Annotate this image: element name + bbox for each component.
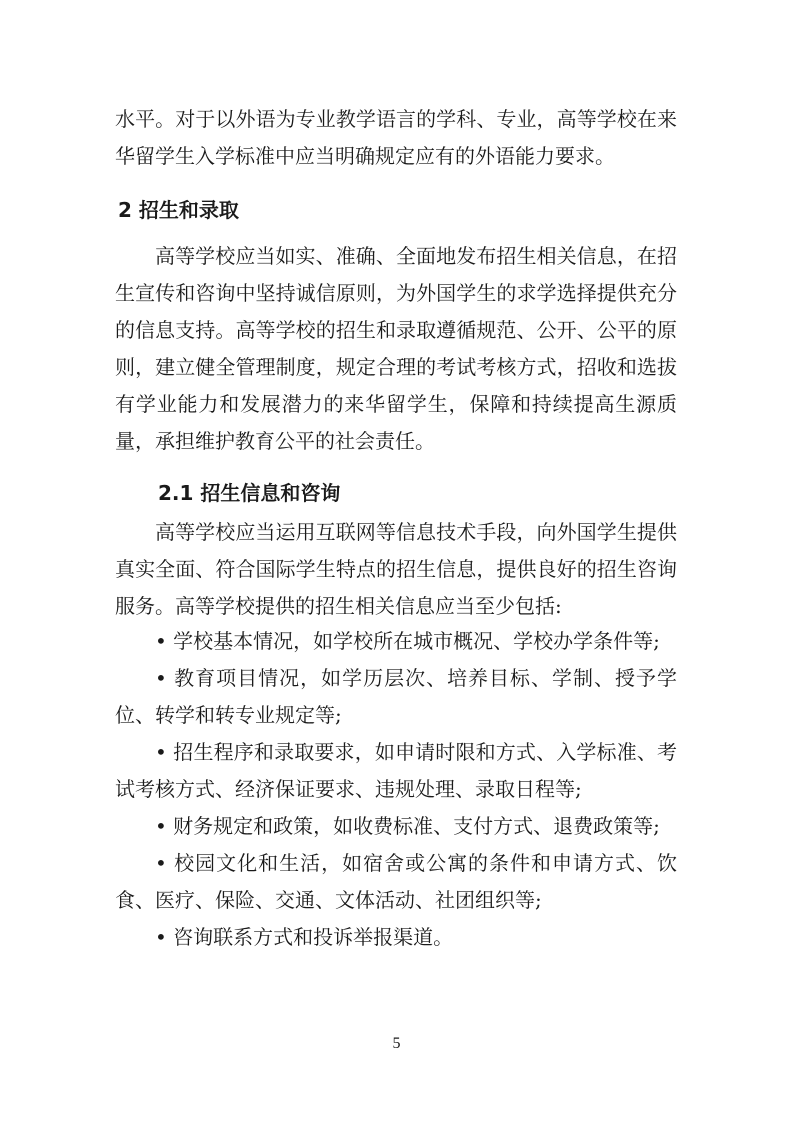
intro-paragraph: 水平。对于以外语为专业教学语言的学科、专业，高等学校在来华留学生入学标准中应当明确规定应有的外语能力要求。 [115, 107, 677, 168]
section-number: 2 [118, 198, 132, 222]
subsection-paragraph: 高等学校应当运用互联网等信息技术手段，向外国学生提供真实全面、符合国际学生特点的招生信息，提供良好的招生咨询服务。高等学校提供的招生相关信息应当至少包括: [115, 520, 677, 618]
list-item: • 教育项目情况，如学历层次、培养目标、学制、授予学位、转学和转专业规定等; [115, 666, 677, 727]
list-item: • 咨询联系方式和投诉举报渠道。 [155, 925, 454, 949]
subsection-title: 招生信息和咨询 [200, 481, 341, 505]
list-item: • 学校基本情况，如学校所在城市概况、学校办学条件等; [155, 629, 660, 653]
section-paragraph: 高等学校应当如实、准确、全面地发布招生相关信息，在招生宣传和咨询中坚持诚信原则，为外国学生的求学选择提供充分的信息支持。高等学校的招生和录取遵循规范、公开、公平的原则，建立健全管理制度，规定合理的考试考核方式，招收和选拔有学业能力和发展潜力的来华留学生，保障和持续提高生源质量，承担维护教育公平的社会责任。 [115, 244, 677, 453]
section-heading [118, 195, 239, 225]
section-title: 招生和录取 [138, 198, 239, 222]
subsection-heading [158, 478, 340, 508]
list-item: • 财务规定和政策，如收费标准、支付方式、退费政策等; [155, 814, 660, 838]
subsection-number: 2.1 [158, 481, 194, 505]
list-item: • 招生程序和录取要求，如申请时限和方式、入学标准、考试考核方式、经济保证要求、违规处理、录取日程等; [115, 740, 677, 801]
page-number: 5 [392, 1035, 401, 1052]
list-item: • 校园文化和生活，如宿舍或公寓的条件和申请方式、饮食、医疗、保险、交通、文体活动、社团组织等; [115, 851, 677, 912]
